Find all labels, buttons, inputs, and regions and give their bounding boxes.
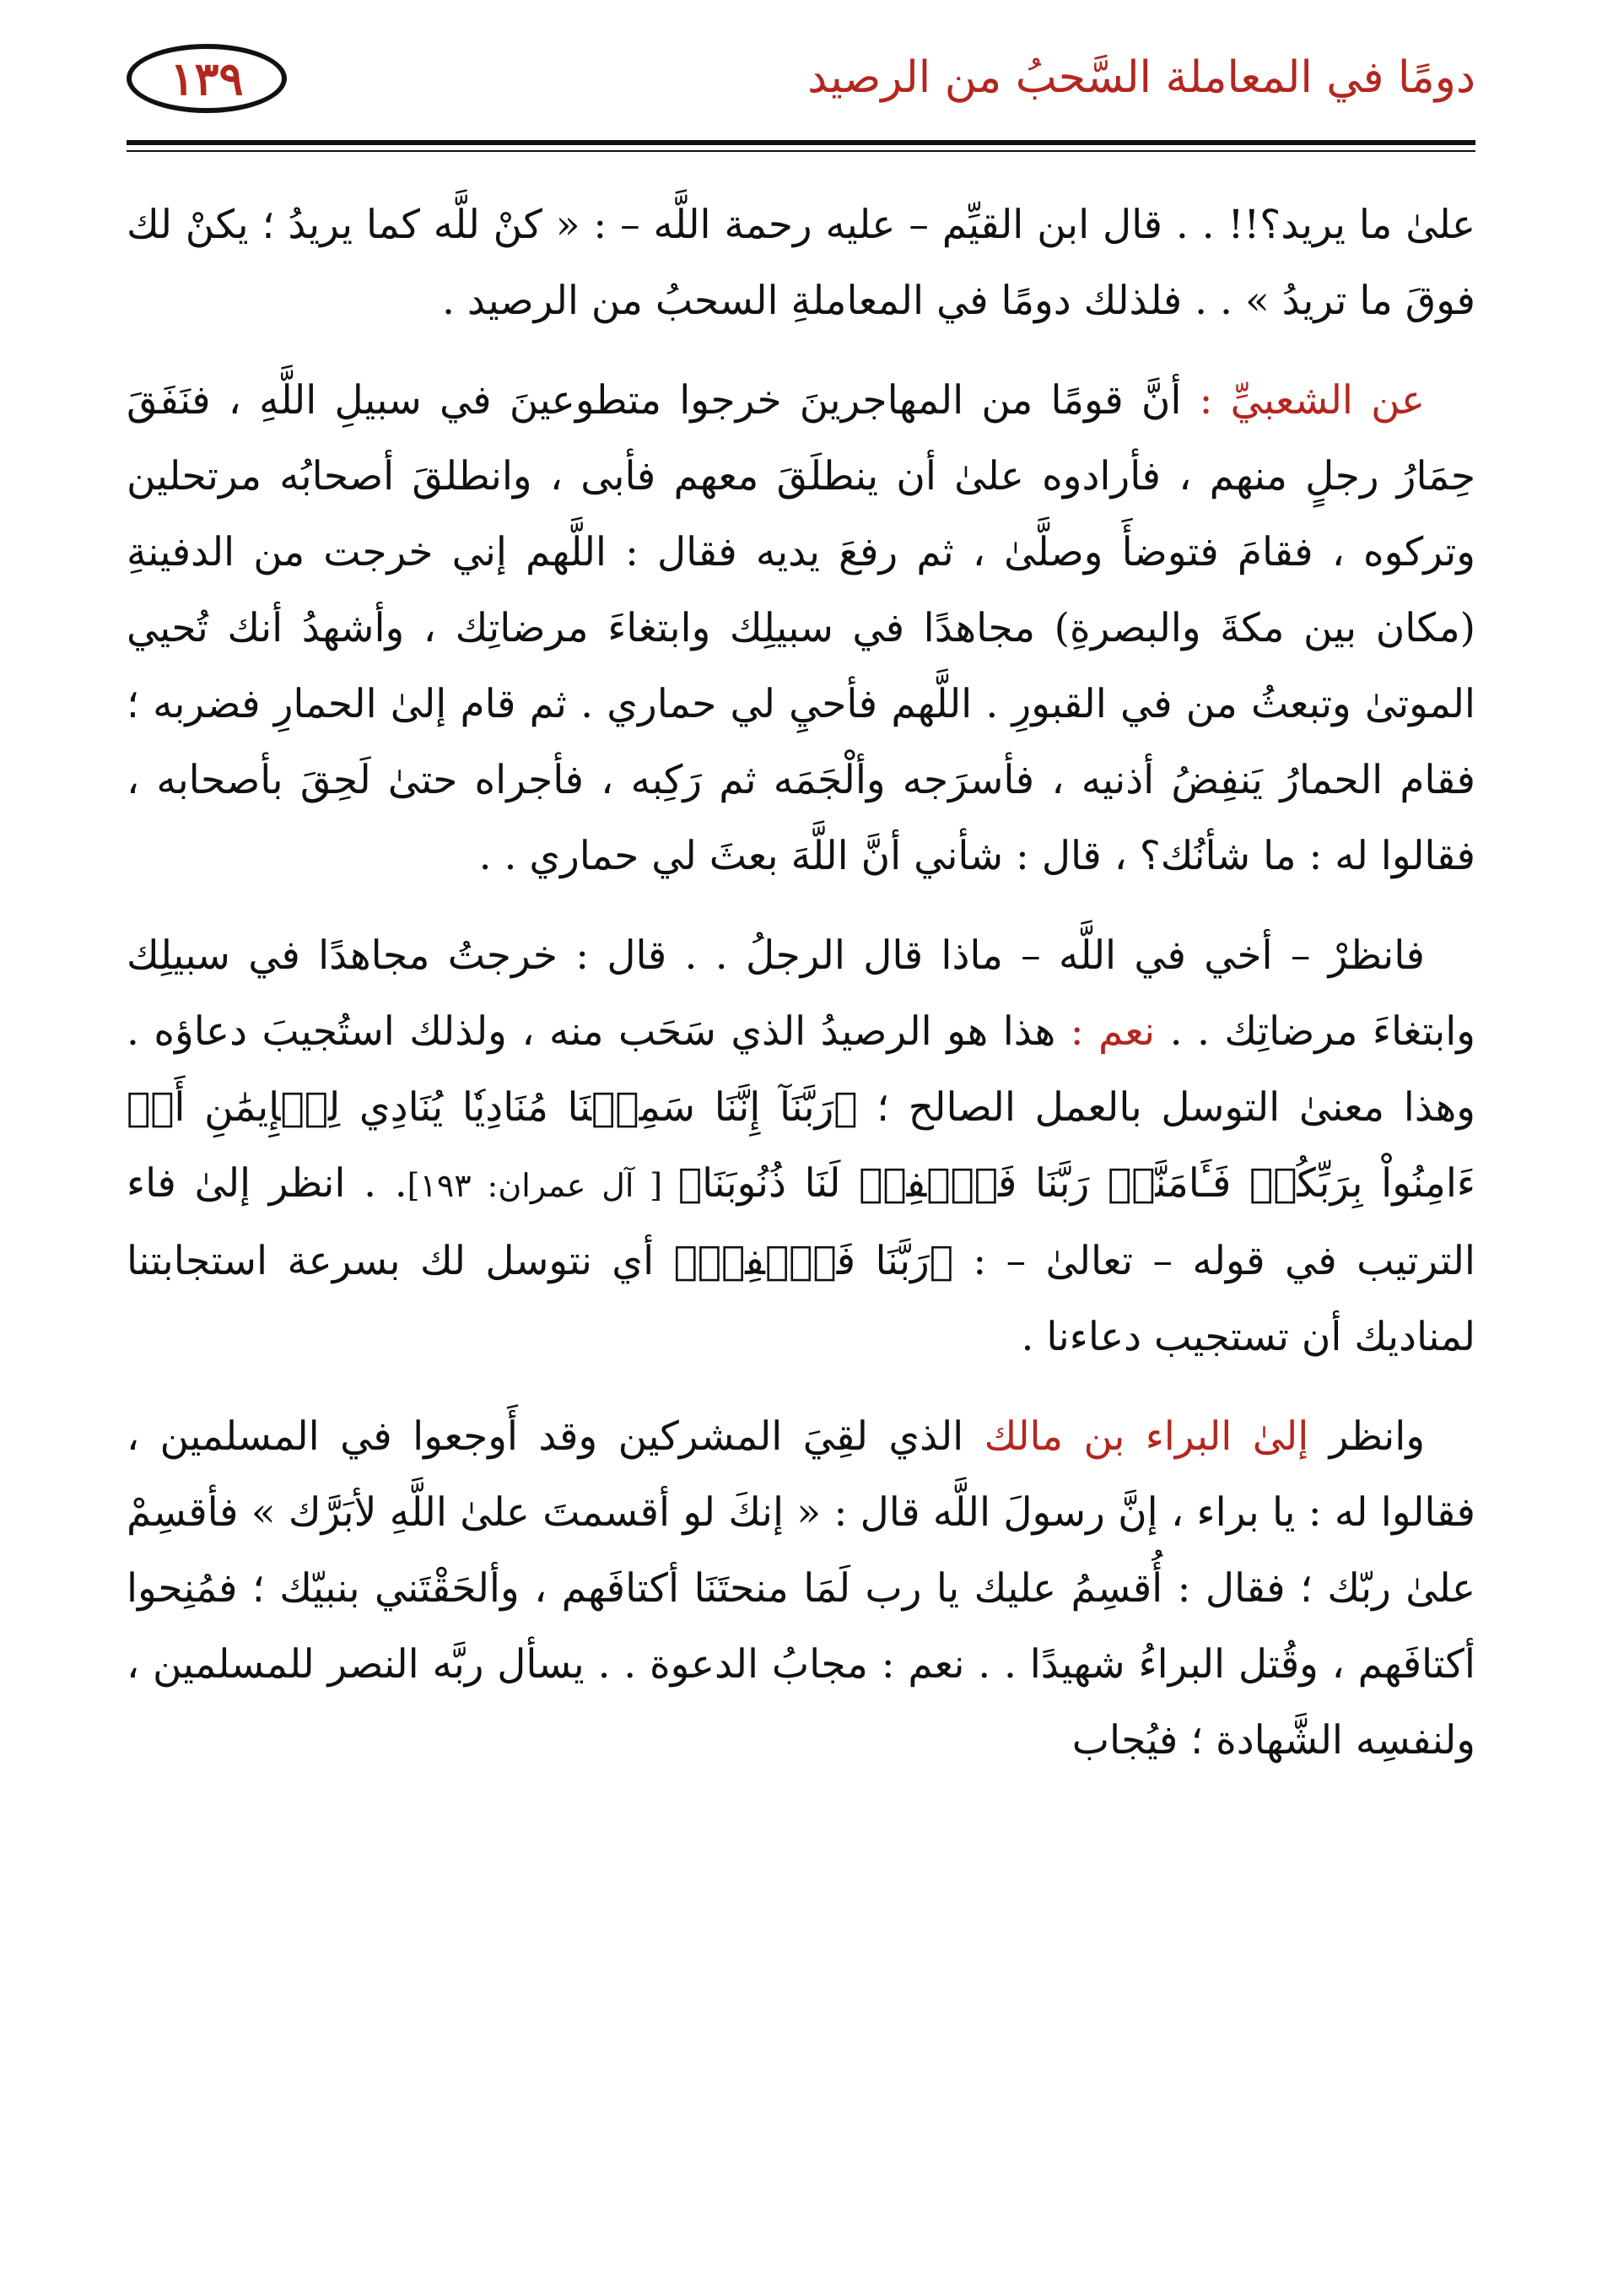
quran-citation: [ آل عمران: ١٩٣]: [407, 1167, 678, 1204]
paragraph-2-text: أنَّ قومًا من المهاجرينَ خرجوا متطوعينَ في سبيلِ اللَّهِ ، فنَفَقَ حِمَارُ رجلٍ منهم ، فأرادوه علىٰ أن ينطلَقَ معهم فأبى ، وانطلقَ أصحابُه مرتحلين وتركوه ، فقامَ فتوضأَ وصلَّىٰ ، ثم رفعَ يديه فقال : اللَّهم إني خرجت من الدفينةِ (مكان بين مكةَ والبصرةِ) مجاهدًا في سبيلِك وابتغاءَ مرضاتِك ، وأشهدُ أنك تُحيي الموتىٰ وتبعثُ من في القبورِ . اللَّهم فأحيِ لي حماري . ثم قام إلىٰ الحمارِ فضربه ؛ فقام الحمارُ يَنفِضُ أذنيه ، فأسرَجه وألْجَمَه ثم رَكِبه ، فأجراه حتىٰ لَحِقَ بأصحابه ، فقالوا له : ما شأنُك؟ ، قال : شأني أنَّ اللَّهَ بعثَ لي حماري . .: [127, 377, 1475, 879]
paragraph-3-part4: أي نتوسل لك بسرعة استجابتنا لمناديك أن تستجيب دعاءنا .: [127, 1238, 1475, 1360]
paragraph-2: [127, 363, 1475, 894]
paragraph-3-part1: فانظرْ – أخي في اللَّه – ماذا قال الرجلُ . . قال : خرجتُ مجاهدًا في سبيلِك وابتغاءَ مرضاتِك . .: [127, 932, 1475, 1055]
paragraph-3-part2: هذا هو الرصيدُ الذي سَحَب منه ، ولذلك استُجيبَ دعاؤه . وهذا معنىٰ التوسل بالعمل الصالح ؛: [127, 1008, 1475, 1131]
page-body: [127, 187, 1475, 1802]
paragraph-4-part1: وانظر: [1308, 1413, 1426, 1460]
quran-verse-1: ﴿رَبَّنَآ إِنَّنَا سَمِعۡنَا مُنَادِيٗا يُنَادِي لِلۡإِيمَٰنِ أَنۡ ءَامِنُواْ بِرَبِّكُمۡ فَـَٔامَنَّاۚ رَبَّنَا فَٱغۡفِرۡ لَنَا ذُنُوبَنَا﴾: [127, 1084, 1475, 1207]
quran-verse-2: ﴿رَبَّنَا فَٱغۡفِرۡ﴾: [673, 1238, 953, 1284]
paragraph-2-lead: عن الشعبيِّ :: [1199, 377, 1425, 424]
header-rule-thin: [127, 150, 1475, 152]
paragraph-4-lead: إلىٰ البراء بن مالك: [984, 1413, 1309, 1460]
page-header: [127, 41, 1475, 133]
header-rule-thick: [127, 140, 1475, 145]
paragraph-4-part2: الذي لقِيَ المشركين وقد أَوجعوا في المسلمين ، فقالوا له : يا براء ، إنَّ رسولَ اللَّه قال : « إنكَ لو أقسمتَ علىٰ اللَّهِ لأبَرَّك » فأقسِمْ علىٰ ربّك ؛ فقال : أُقسِمُ عليك يا رب لَمَا منحتَنَا أكتافَهم ، وألحَقْتَني بنبيّك ؛ فمُنِحوا أكتافَهم ، وقُتل البراءُ شهيدًا . . نعم : مجابُ الدعوة . . يسأل ربَّه النصر للمسلمين ، ولنفسِه الشَّهادة ؛ فيُجاب: [127, 1413, 1475, 1764]
paragraph-3: [127, 918, 1475, 1375]
paragraph-4: [127, 1399, 1475, 1779]
paragraph-3-part3: . . انظر إلىٰ فاء الترتيب في قوله – تعالىٰ – :: [127, 1160, 1475, 1284]
paragraph-1-text: علىٰ ما يريد؟!! . . قال ابن القيِّم – عليه رحمة اللَّه – : « كنْ للَّه كما يريدُ ؛ يكنْ لك فوقَ ما تريدُ » . . فلذلك دومًا في المعاملةِ السحبُ من الرصيد .: [127, 202, 1475, 324]
running-title: دومًا في المعاملة السَّحبُ من الرصيد: [807, 52, 1475, 103]
page-number-badge: ١٣٩: [127, 44, 287, 113]
paragraph-1: [127, 187, 1475, 339]
paragraph-3-lead: نعم :: [1070, 1008, 1156, 1055]
